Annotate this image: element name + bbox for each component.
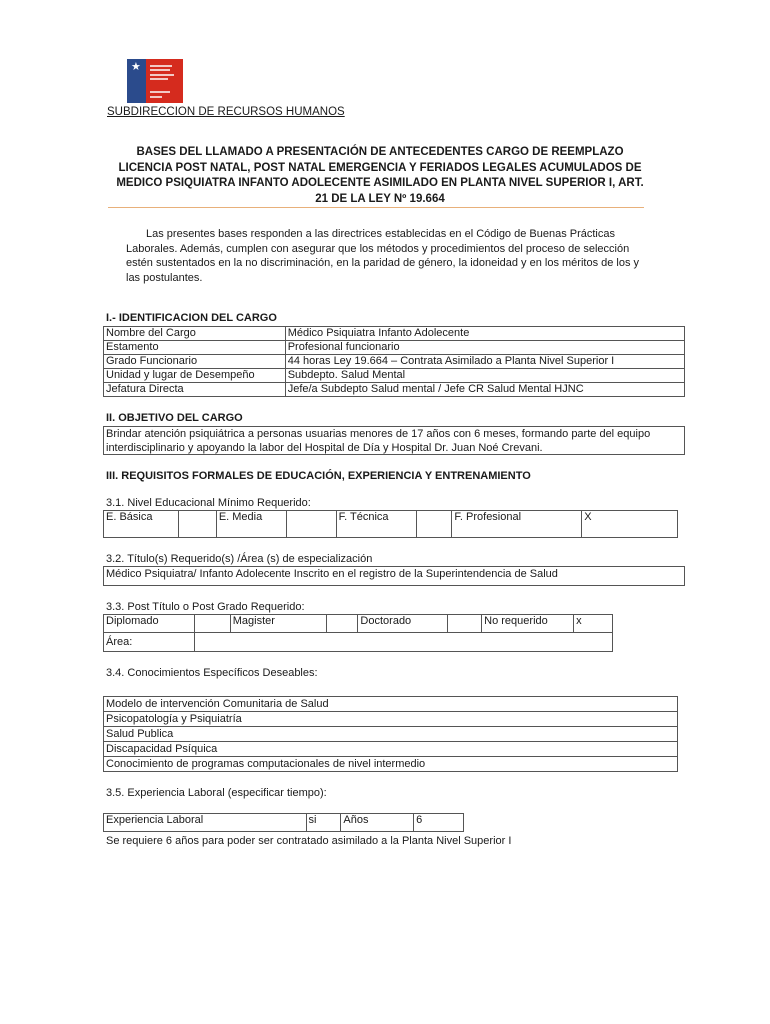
option-label: F. Profesional <box>452 511 582 538</box>
knowledge-item: Conocimiento de programas computacionales de nivel intermedio <box>104 757 678 772</box>
table-row <box>104 814 464 832</box>
row-label: Unidad y lugar de Desempeño <box>104 369 286 383</box>
table-row <box>104 757 678 772</box>
row-label: Estamento <box>104 341 286 355</box>
knowledge-item: Psicopatología y Psiquiatría <box>104 712 678 727</box>
title-line: BASES DEL LLAMADO A PRESENTACIÓN DE ANTECEDENTES CARGO DE REEMPLAZO <box>136 146 624 158</box>
section-heading-requisitos: III. REQUISITOS FORMALES DE EDUCACIÓN, EXPERIENCIA Y ENTRENAMIENTO <box>106 470 531 482</box>
section-heading-objetivo: II. OBJETIVO DEL CARGO <box>106 412 243 424</box>
row-value: Médico Psiquiatra Infanto Adolecente <box>285 327 684 341</box>
option-label: Diplomado <box>104 615 195 633</box>
table-row <box>104 327 685 341</box>
title-line: LICENCIA POST NATAL, POST NATAL EMERGENCIA Y FERIADOS LEGALES ACUMULADOS DE <box>118 161 642 174</box>
intro-line: estén sustentados en la no discriminación, en la paridad de género, la idoneidad y en los méritos de los y <box>126 257 640 269</box>
option-mark <box>326 615 358 633</box>
experience-answer: si <box>306 814 341 832</box>
subsection-label-3-5: 3.5. Experiencia Laboral (especificar tiempo): <box>106 787 327 799</box>
subsection-label-3-3: 3.3. Post Título o Post Grado Requerido: <box>106 601 305 613</box>
table-row <box>104 369 685 383</box>
knowledge-item: Discapacidad Psíquica <box>104 742 678 757</box>
objective-line: interdisciplinario y apoyando la labor del Hospital de Día y Hospital Dr. Juan Noé Crevani. <box>106 442 543 454</box>
option-label: E. Media <box>216 511 286 538</box>
table-row <box>104 633 613 652</box>
row-label: Jefatura Directa <box>104 383 286 397</box>
education-level-table <box>103 510 678 538</box>
intro-paragraph <box>126 227 661 285</box>
experience-note: Se requiere 6 años para poder ser contratado asimilado a la Planta Nivel Superior I <box>106 835 512 847</box>
row-value: 44 horas Ley 19.664 – Contrata Asimilado a Planta Nivel Superior I <box>285 355 684 369</box>
intro-line: Laborales. Además, cumplen con asegurar que los métodos y procedimientos del proceso de selección <box>126 242 630 255</box>
option-mark <box>448 615 482 633</box>
section-heading-identificacion: I.- IDENTIFICACION DEL CARGO <box>106 312 277 324</box>
objective-line: Brindar atención psiquiátrica a personas usuarias menores de 17 años con 6 meses, formando parte del equipo <box>106 428 651 440</box>
option-label: E. Básica <box>104 511 179 538</box>
area-label: Área: <box>104 633 195 652</box>
table-row <box>104 697 678 712</box>
table-row <box>104 383 685 397</box>
option-mark-selected: x <box>574 615 613 633</box>
knowledge-item: Salud Publica <box>104 727 678 742</box>
option-label: F. Técnica <box>336 511 416 538</box>
experience-table <box>103 813 464 832</box>
area-value <box>194 633 612 652</box>
option-mark <box>194 615 230 633</box>
knowledge-table <box>103 696 678 772</box>
table-row <box>104 615 613 633</box>
years-value: 6 <box>414 814 464 832</box>
table-row <box>104 355 685 369</box>
title-line: 21 DE LA LEY Nº 19.664 <box>315 192 445 205</box>
row-value: Jefe/a Subdepto Salud mental / Jefe CR Salud Mental HJNC <box>285 383 684 397</box>
logo-blue-field <box>127 59 146 103</box>
objective-box <box>103 426 685 455</box>
postgrad-table <box>103 614 613 652</box>
subsection-label-3-2: 3.2. Título(s) Requerido(s) /Área (s) de especialización <box>106 553 373 565</box>
identification-table <box>103 326 685 397</box>
experience-label: Experiencia Laboral <box>104 814 307 832</box>
row-value: Profesional funcionario <box>285 341 684 355</box>
row-value: Subdepto. Salud Mental <box>285 369 684 383</box>
title-requirement-box: Médico Psiquiatra/ Infanto Adolecente Inscrito en el registro de la Superintendencia de Salud <box>103 566 685 586</box>
table-row <box>104 341 685 355</box>
title-divider <box>108 207 644 208</box>
option-label: Doctorado <box>358 615 448 633</box>
knowledge-item: Modelo de intervención Comunitaria de Salud <box>104 697 678 712</box>
subsection-label-3-4: 3.4. Conocimientos Específicos Deseables: <box>106 667 318 679</box>
option-mark <box>286 511 336 538</box>
institution-logo <box>127 59 183 103</box>
table-row <box>104 727 678 742</box>
option-label: No requerido <box>482 615 574 633</box>
row-label: Grado Funcionario <box>104 355 286 369</box>
row-label: Nombre del Cargo <box>104 327 286 341</box>
option-mark <box>178 511 216 538</box>
document-title <box>100 145 660 207</box>
logo-red-field <box>146 59 183 103</box>
title-line: MEDICO PSIQUIATRA INFANTO ADOLECENTE ASIMILADO EN PLANTA NIVEL SUPERIOR I, ART. <box>116 177 644 189</box>
intro-line: Las presentes bases responden a las directrices establecidas en el Código de Buenas Prácticas <box>146 228 615 240</box>
department-name: SUBDIRECCION DE RECURSOS HUMANOS <box>107 106 345 118</box>
option-mark-selected: X <box>582 511 678 538</box>
subsection-label-3-1: 3.1. Nivel Educacional Mínimo Requerido: <box>106 497 311 509</box>
option-label: Magister <box>230 615 326 633</box>
years-label: Años <box>341 814 414 832</box>
table-row <box>104 712 678 727</box>
intro-line: las postulantes. <box>126 271 203 284</box>
table-row <box>104 511 678 538</box>
table-row <box>104 742 678 757</box>
option-mark <box>416 511 452 538</box>
star-icon: ★ <box>131 61 141 73</box>
